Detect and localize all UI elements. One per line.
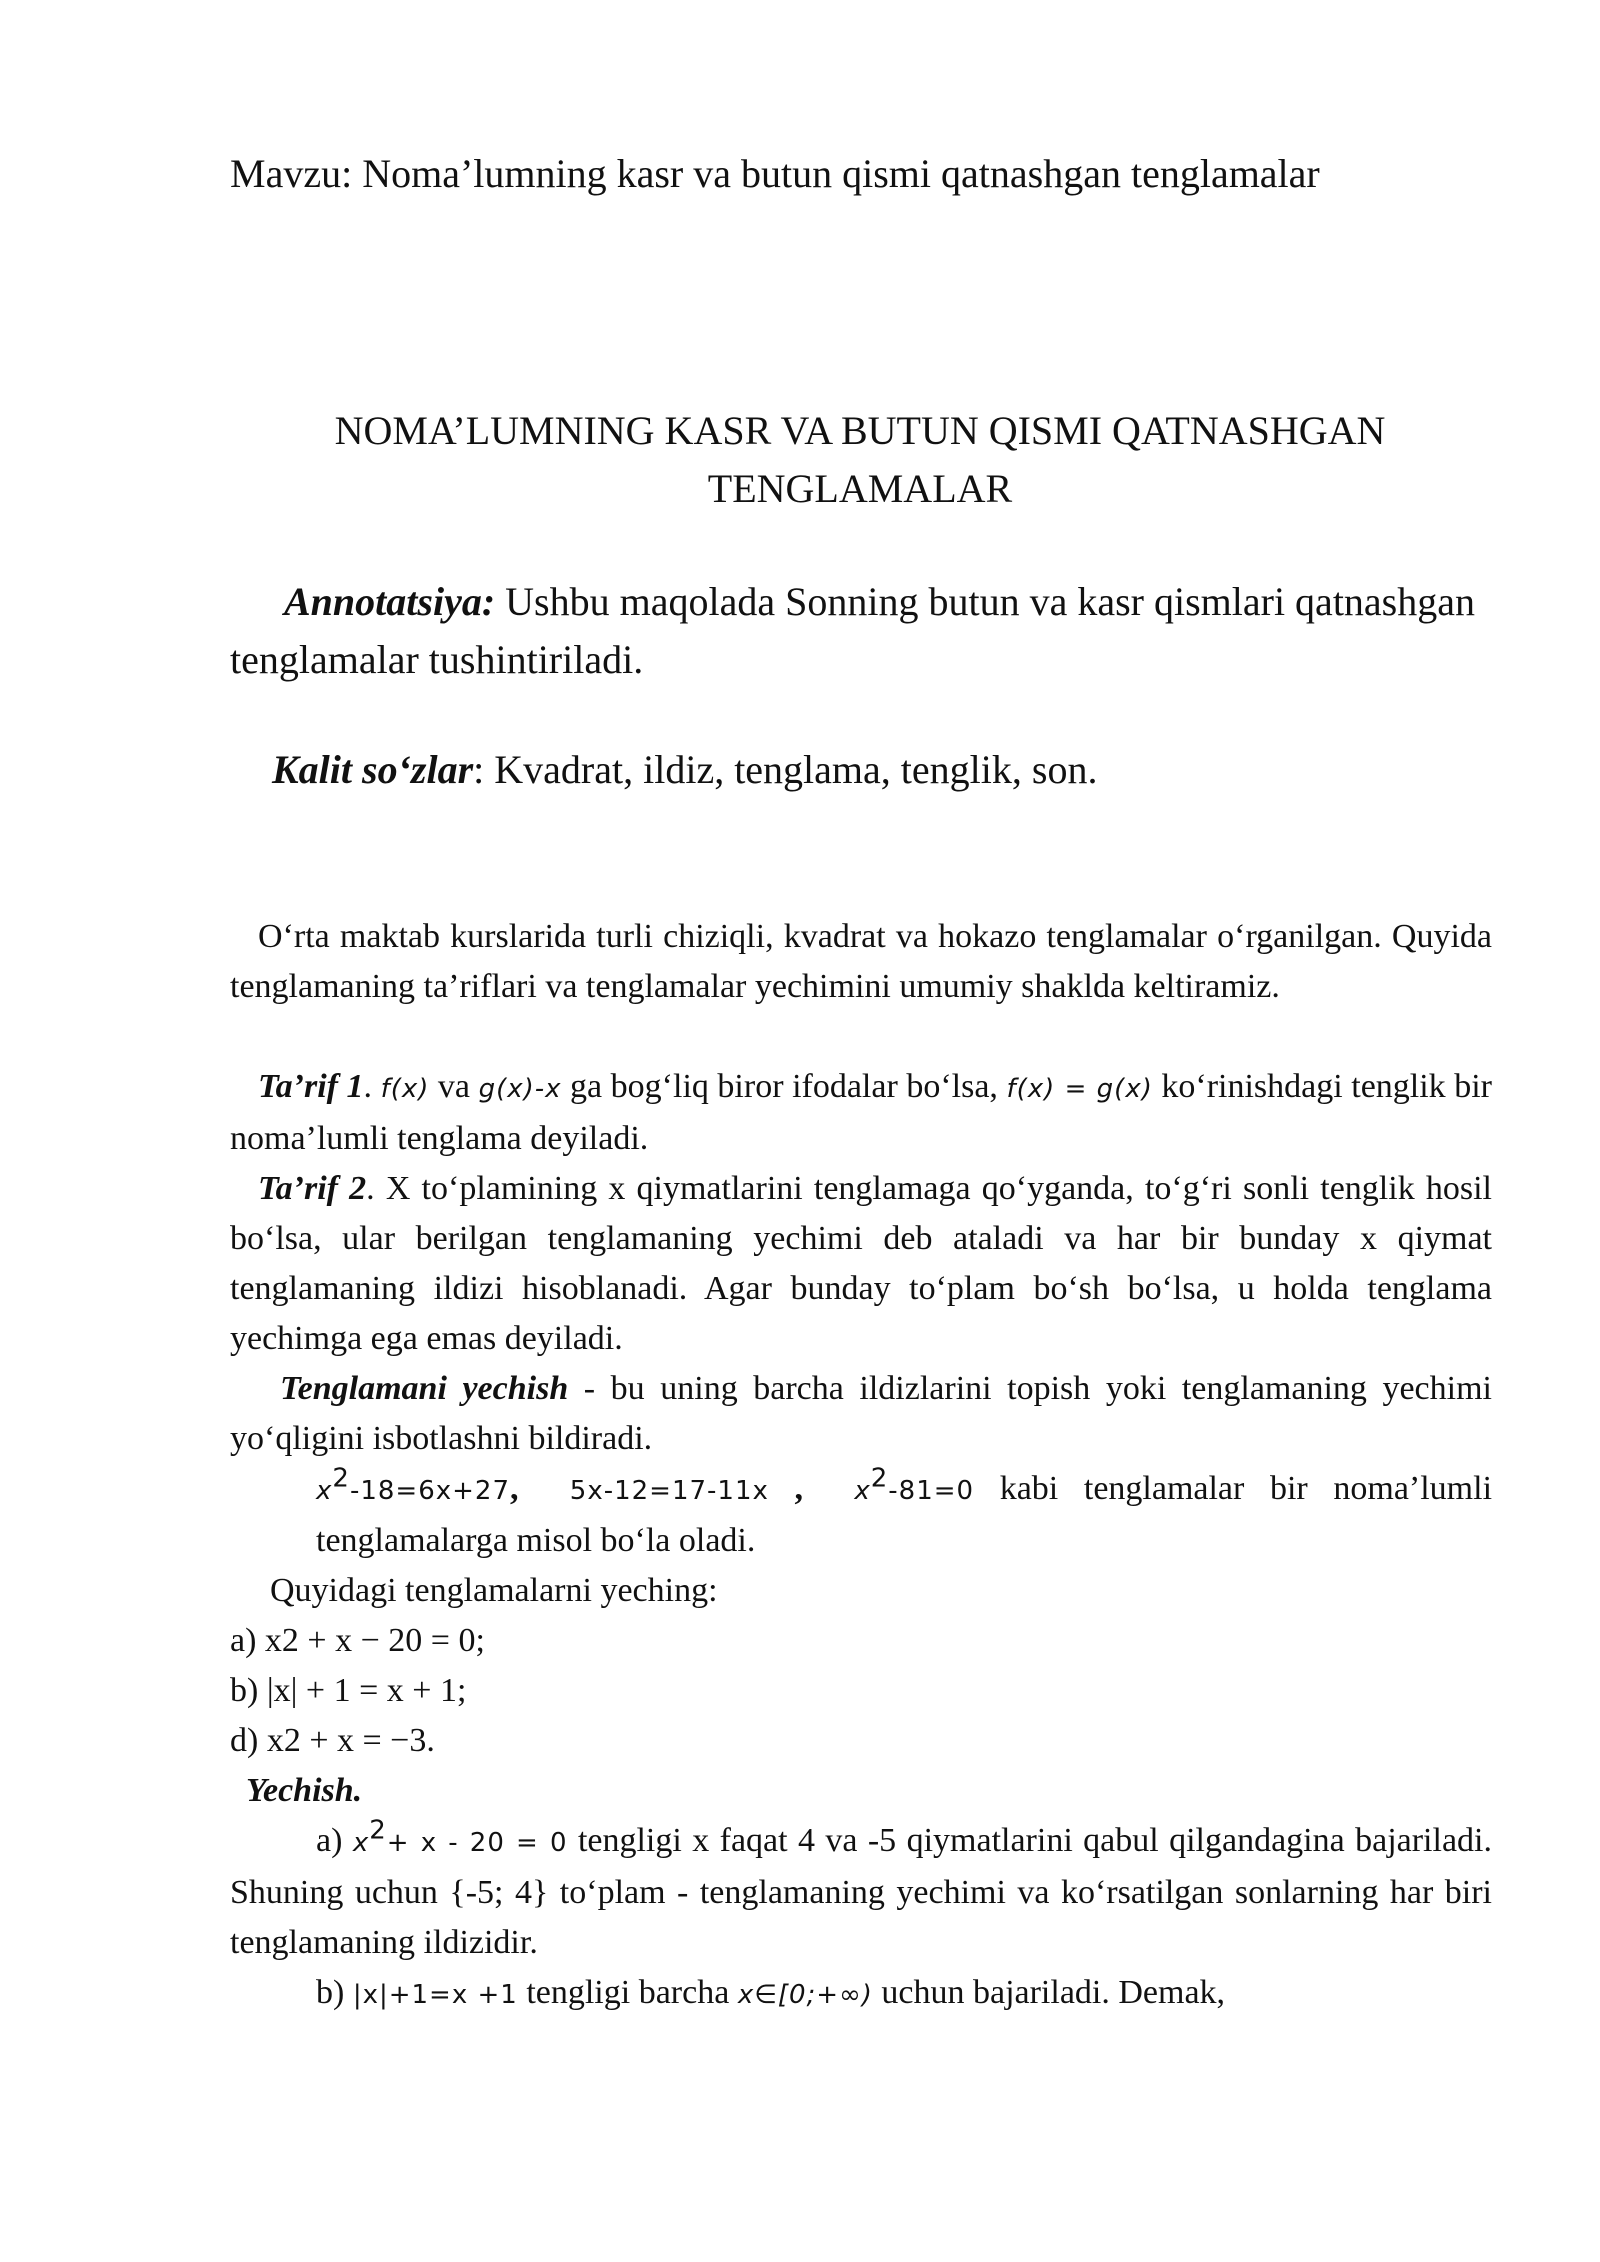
sol-b-set: x∈[0;+∞)	[737, 1980, 873, 2010]
def1-f: f(x)	[380, 1074, 430, 1104]
intro-paragraph: O‘rta maktab kurslarida turli chiziqli, kvadrat va hokazo tenglamalar o‘rganilgan. Quyida tenglamaning ta’riflari va tenglamalar yechimini umumiy shaklda keltiramiz.	[230, 918, 1492, 1005]
example-2: 5x-12=17-11x	[569, 1476, 769, 1506]
keywords-paragraph	[272, 746, 1097, 793]
sol-b-eq: |x|+1=x +1	[352, 1980, 518, 2010]
solving-definition	[230, 1364, 1492, 1464]
title-line-1: NOMA’LUMNING KASR VA BUTUN QISMI QATNASHGAN	[334, 408, 1386, 453]
annotation-paragraph	[230, 573, 1490, 689]
annotation-label: Annotatsiya:	[284, 579, 496, 624]
keywords-text: : Kvadrat, ildiz, tenglama, tenglik, son.	[473, 747, 1098, 792]
examples-paragraph: $x^2-18=6x+27$, 5x-12=17-11x , $x^2-81=0$ kabi tenglamalar bir noma’lumli tenglamalarga misol bo‘la oladi.	[316, 1463, 1493, 1559]
article-title	[230, 402, 1490, 518]
topic-line: Mavzu: Noma’lumning kasr va butun qismi qatnashgan tenglamalar	[230, 151, 1320, 196]
solution-heading	[230, 1766, 1492, 1816]
sol-a-text: tengligi x faqat 4 va -5 qiymatlarini qabul qilgandagina bajariladi. Shuning uchun {-5; 4} to‘plam - tenglamaning yechimi va ko‘rsatilgan sonlarning har biri tenglamaning ildizidir.	[230, 1822, 1492, 1961]
sol-a-prefix: a)	[316, 1822, 353, 1859]
example-3: -81=0	[888, 1476, 975, 1506]
definition-1: Ta’rif 1. f(x) va g(x)-x ga bog‘liq biror ifodalar bo‘lsa, f(x) = g(x) ko‘rinishdagi tenglik bir noma’lumli tenglama deyiladi.	[230, 1068, 1492, 1157]
sol-b-end: uchun bajariladi. Demak,	[872, 1974, 1226, 2011]
sol-b-prefix: b)	[316, 1974, 353, 2011]
solving-text: - bu uning barcha ildizlarini topish yoki tenglamaning yechimi yo‘qligini isbotlashni bildiradi.	[230, 1370, 1492, 1457]
solving-label: Tenglamani yechish	[280, 1370, 569, 1407]
example-1: -18=6x+27	[349, 1476, 510, 1506]
def1-mid: ga bog‘liq biror ifodalar bo‘lsa,	[561, 1068, 1007, 1105]
task-b: b) |x| + 1 = x + 1;	[230, 1672, 467, 1709]
definition-2	[230, 1164, 1492, 1364]
def1-label: Ta’rif 1	[258, 1068, 364, 1105]
sol-a-eq: + x - 20 = 0	[386, 1828, 568, 1858]
def1-va: va	[429, 1068, 479, 1105]
def2-text: . X to‘plamining x qiymatlarini tenglamaga qo‘yganda, to‘g‘ri sonli tenglik hosil bo‘lsa, ular berilgan tenglamaning yechimi deb ataladi va har bir bunday x qiymat tenglamaning ildizi hisoblanadi. Agar bunday to‘plam bo‘sh bo‘lsa, u holda tenglama yechimga ega emas deyiladi.	[230, 1170, 1492, 1357]
def1-g: g(x)-x	[478, 1074, 562, 1104]
solution-a: a) $x^2+ x - 20 = 0$ tengligi x faqat 4 va -5 qiymatlarini qabul qilgandagina bajariladi. Shuning uchun {-5; 4} to‘plam - tenglamaning yechimi va ko‘rsatilgan sonlarning har biri tenglamaning ildizidir.	[230, 1815, 1492, 1961]
examples-text: kabi tenglamalar bir noma’lumli tenglamalarga misol bo‘la oladi.	[316, 1470, 1493, 1559]
def1-eq: f(x) = g(x)	[1006, 1074, 1153, 1104]
title-line-2: TENGLAMALAR	[707, 466, 1013, 511]
solution-b	[230, 1968, 1492, 2020]
def1-end: ko‘rinishdagi tenglik bir noma’lumli tenglama deyiladi.	[230, 1068, 1492, 1157]
task-intro: Quyidagi tenglamalarni yeching:	[270, 1572, 718, 1609]
task-a: a) x2 + x − 20 = 0;	[230, 1622, 485, 1659]
article-body	[230, 912, 1492, 2020]
keywords-label: Kalit so‘zlar	[272, 747, 474, 792]
annotation-text: Ushbu maqolada Sonning butun va kasr qismlari qatnashgan tenglamalar tushintiriladi.	[230, 579, 1475, 682]
def2-label: Ta’rif 2	[258, 1170, 367, 1207]
solution-label: Yechish.	[246, 1772, 363, 1809]
sol-b-mid: tengligi barcha	[517, 1974, 738, 2011]
task-d: d) x2 + x = −3.	[230, 1722, 435, 1759]
